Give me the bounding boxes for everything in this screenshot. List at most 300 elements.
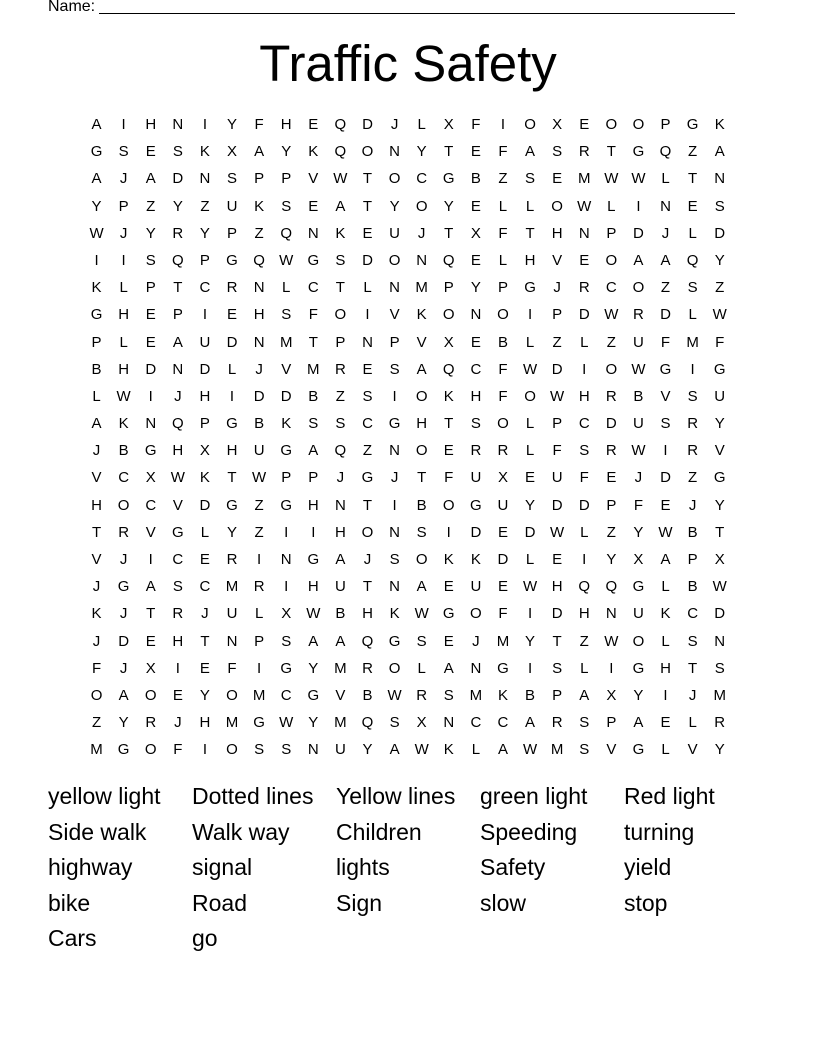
grid-letter: L: [254, 605, 264, 623]
grid-letter: X: [443, 116, 454, 133]
grid-letter: K: [281, 415, 292, 433]
grid-letter: F: [471, 116, 481, 133]
grid-letter: R: [118, 523, 130, 541]
grid-letter: O: [117, 496, 130, 514]
grid-letter: S: [172, 578, 183, 596]
grid-letter: I: [202, 116, 207, 133]
grid-letter: Q: [334, 442, 347, 460]
grid-letter: V: [660, 387, 671, 405]
grid-letter: G: [280, 442, 293, 460]
grid-letter: W: [604, 170, 619, 188]
grid-letter: K: [443, 741, 454, 759]
grid-letter: O: [415, 387, 428, 405]
grid-letter: W: [604, 306, 619, 324]
grid-letter: S: [254, 741, 265, 759]
grid-letter: G: [713, 469, 726, 487]
grid-letter: Y: [145, 224, 156, 242]
grid-letter: R: [253, 578, 265, 596]
grid-letter: T: [606, 143, 616, 161]
grid-letter: A: [416, 360, 427, 378]
grid-letter: H: [199, 387, 211, 405]
word-list-item: Cars: [48, 925, 97, 951]
grid-letter: Y: [714, 741, 725, 759]
grid-row: [83, 468, 743, 495]
grid-letter: G: [307, 251, 320, 269]
grid-letter: J: [363, 551, 372, 568]
grid-letter: O: [361, 143, 374, 161]
grid-letter: Q: [686, 251, 699, 269]
grid-letter: D: [497, 551, 509, 568]
grid-letter: C: [605, 279, 617, 297]
grid-letter: T: [362, 197, 373, 215]
grid-letter: S: [281, 632, 292, 650]
grid-letter: G: [632, 578, 645, 596]
grid-letter: F: [444, 469, 454, 487]
grid-letter: I: [582, 551, 587, 568]
grid-letter: N: [172, 116, 184, 133]
grid-letter: H: [551, 224, 563, 242]
grid-letter: H: [470, 387, 482, 405]
grid-letter: Z: [146, 197, 156, 215]
grid-letter: G: [361, 469, 374, 487]
grid-letter: R: [470, 442, 482, 460]
grid-letter: D: [199, 360, 211, 378]
grid-letter: X: [145, 659, 156, 677]
grid-letter: X: [552, 116, 563, 133]
grid-letter: B: [525, 686, 536, 704]
grid-letter: P: [308, 469, 319, 487]
grid-letter: E: [579, 251, 590, 269]
grid-letter: L: [282, 279, 291, 297]
grid-letter: N: [145, 415, 157, 433]
grid-letter: D: [605, 415, 617, 433]
grid-letter: S: [552, 143, 563, 161]
grid-letter: F: [579, 469, 589, 487]
grid-letter: N: [253, 333, 265, 351]
word-list-item: Road: [192, 889, 247, 916]
grid-letter: F: [227, 659, 237, 677]
grid-letter: S: [714, 659, 725, 677]
grid-letter: R: [226, 279, 238, 297]
grid-letter: F: [308, 306, 318, 324]
grid-letter: Q: [361, 714, 374, 732]
grid-letter: P: [281, 170, 292, 188]
grid-letter: P: [660, 116, 671, 133]
grid-letter: L: [119, 279, 128, 297]
grid-letter: L: [661, 632, 670, 650]
grid-letter: C: [687, 605, 699, 623]
grid-letter: S: [145, 251, 156, 269]
grid-letter: R: [633, 306, 644, 324]
word-list-item: turning: [624, 818, 695, 845]
grid-letter: N: [470, 659, 482, 677]
grid-letter: R: [172, 605, 184, 623]
grid-letter: S: [227, 170, 238, 188]
grid-letter: J: [390, 469, 399, 487]
grid-letter: U: [633, 415, 644, 433]
grid-letter: C: [307, 279, 319, 297]
grid-letter: M: [550, 741, 564, 759]
grid-letter: V: [91, 469, 102, 487]
grid-letter: O: [551, 197, 563, 215]
grid-letter: L: [525, 197, 535, 215]
grid-letter: H: [660, 659, 671, 677]
grid-letter: Y: [308, 714, 319, 732]
grid-letter: F: [498, 387, 508, 405]
grid-row: [83, 632, 743, 659]
grid-letter: X: [714, 551, 725, 568]
grid-letter: T: [444, 143, 454, 161]
grid-letter: A: [443, 659, 454, 677]
grid-letter: Y: [91, 197, 102, 215]
word-list-item: Side walk: [48, 818, 147, 845]
grid-letter: J: [634, 469, 643, 487]
grid-letter: O: [605, 360, 618, 378]
grid-letter: D: [578, 496, 590, 514]
grid-letter: K: [443, 387, 454, 405]
grid-letter: U: [334, 578, 346, 596]
grid-letter: Z: [552, 333, 562, 351]
grid-letter: R: [551, 714, 563, 732]
grid-letter: V: [335, 686, 346, 704]
grid-row: [83, 659, 743, 686]
grid-letter: S: [389, 360, 400, 378]
grid-letter: H: [334, 523, 346, 541]
grid-letter: E: [308, 197, 319, 215]
grid-letter: D: [280, 387, 292, 405]
grid-row: [83, 387, 743, 414]
grid-letter: S: [525, 170, 536, 188]
grid-letter: Z: [200, 197, 210, 215]
grid-letter: Y: [525, 496, 536, 514]
grid-letter: N: [416, 251, 428, 269]
grid-letter: R: [145, 714, 157, 732]
grid-letter: W: [279, 714, 294, 732]
grid-letter: W: [306, 605, 321, 623]
grid-letter: R: [497, 442, 509, 460]
grid-letter: L: [471, 741, 481, 759]
grid-letter: O: [415, 442, 428, 460]
grid-letter: A: [525, 714, 536, 732]
grid-row: [83, 414, 743, 441]
grid-letter: P: [199, 415, 210, 433]
grid-letter: I: [202, 741, 207, 759]
grid-letter: B: [362, 686, 373, 704]
grid-letter: E: [443, 578, 454, 596]
grid-letter: T: [173, 279, 183, 297]
grid-letter: Y: [308, 659, 319, 677]
grid-letter: E: [687, 197, 698, 215]
grid-letter: W: [658, 523, 673, 541]
grid-letter: L: [580, 523, 589, 541]
grid-letter: R: [578, 143, 590, 161]
grid-letter: T: [688, 170, 698, 188]
grid-letter: D: [714, 605, 726, 623]
grid-letter: V: [606, 741, 617, 759]
name-label: Name:: [48, 0, 96, 15]
grid-letter: M: [577, 170, 591, 188]
grid-letter: U: [551, 469, 563, 487]
grid-letter: W: [89, 224, 104, 242]
grid-letter: T: [362, 496, 373, 514]
word-list-item: signal: [192, 854, 253, 880]
grid-letter: P: [606, 224, 617, 242]
grid-row: [83, 550, 743, 577]
grid-letter: U: [253, 442, 265, 460]
grid-letter: D: [660, 306, 671, 324]
grid-letter: V: [687, 741, 698, 759]
grid-letter: J: [553, 279, 561, 297]
grid-letter: W: [522, 578, 538, 596]
grid-letter: P: [606, 714, 617, 732]
grid-letter: A: [335, 197, 346, 215]
grid-letter: Y: [199, 224, 210, 242]
grid-letter: N: [605, 605, 617, 623]
grid-letter: C: [145, 496, 157, 514]
grid-letter: M: [90, 741, 103, 759]
grid-letter: G: [388, 415, 401, 433]
grid-letter: L: [92, 387, 101, 405]
grid-letter: J: [92, 632, 101, 650]
grid-letter: T: [146, 605, 156, 623]
grid-letter: D: [253, 387, 265, 405]
grid-letter: Q: [605, 578, 618, 596]
grid-letter: G: [470, 496, 482, 514]
grid-letter: F: [633, 496, 643, 514]
grid-letter: N: [334, 496, 346, 514]
word-list-item: Sign: [336, 889, 383, 916]
grid-letter: S: [416, 523, 427, 541]
grid-letter: W: [631, 360, 646, 378]
grid-letter: C: [362, 415, 373, 433]
grid-letter: E: [606, 469, 617, 487]
grid-letter: G: [713, 360, 726, 378]
grid-letter: Y: [389, 197, 400, 215]
grid-letter: O: [90, 686, 103, 704]
grid-letter: O: [442, 306, 455, 324]
grid-letter: S: [579, 714, 590, 732]
grid-letter: D: [362, 251, 373, 269]
grid-letter: D: [470, 523, 482, 541]
grid-letter: S: [362, 387, 373, 405]
grid-letter: K: [308, 143, 319, 161]
grid-letter: T: [362, 578, 373, 596]
grid-letter: Q: [280, 224, 293, 242]
grid-letter: Y: [525, 632, 536, 650]
grid-letter: B: [470, 170, 481, 188]
grid-letter: R: [605, 442, 617, 460]
grid-letter: Y: [362, 741, 373, 759]
grid-letter: C: [497, 714, 509, 732]
grid-letter: A: [91, 415, 102, 433]
grid-letter: G: [632, 659, 645, 677]
grid-letter: N: [470, 306, 482, 324]
grid-letter: Y: [633, 523, 644, 541]
grid-letter: K: [335, 224, 346, 242]
grid-letter: P: [606, 496, 617, 514]
grid-letter: E: [145, 143, 156, 161]
grid-letter: H: [578, 605, 590, 623]
grid-letter: O: [415, 551, 428, 568]
grid-row: [83, 740, 743, 767]
grid-letter: E: [443, 442, 454, 460]
grid-letter: B: [633, 387, 644, 405]
grid-letter: I: [365, 306, 370, 324]
grid-letter: Y: [606, 551, 617, 568]
grid-letter: R: [172, 224, 184, 242]
word-list-item: highway: [48, 854, 133, 880]
grid-letter: L: [580, 333, 589, 351]
grid-letter: V: [416, 333, 427, 351]
grid-letter: P: [254, 632, 265, 650]
grid-letter: T: [688, 659, 698, 677]
grid-letter: W: [414, 741, 429, 759]
grid-letter: J: [417, 224, 426, 242]
grid-letter: R: [362, 659, 373, 677]
grid-letter: O: [415, 197, 428, 215]
grid-letter: Q: [334, 143, 347, 161]
grid-letter: I: [500, 116, 506, 133]
grid-letter: E: [470, 197, 481, 215]
grid-letter: C: [280, 686, 292, 704]
grid-letter: A: [118, 686, 129, 704]
grid-letter: N: [389, 523, 400, 541]
grid-letter: N: [714, 632, 726, 650]
grid-letter: L: [525, 333, 535, 351]
grid-letter: G: [497, 659, 509, 677]
grid-letter: E: [497, 523, 508, 541]
grid-letter: W: [577, 197, 592, 215]
grid-letter: A: [335, 632, 346, 650]
grid-letter: L: [688, 714, 697, 732]
grid-letter: E: [145, 306, 156, 324]
grid-letter: E: [470, 143, 481, 161]
grid-letter: P: [227, 224, 238, 242]
grid-letter: T: [444, 415, 454, 433]
grid-letter: O: [497, 415, 509, 433]
grid-letter: F: [498, 360, 508, 378]
grid-letter: W: [333, 170, 348, 188]
grid-letter: W: [604, 632, 619, 650]
grid-letter: G: [280, 659, 293, 677]
grid-letter: U: [334, 741, 346, 759]
grid-letter: T: [444, 224, 454, 242]
grid-letter: J: [201, 605, 209, 623]
grid-letter: D: [551, 496, 563, 514]
grid-letter: Z: [498, 170, 508, 188]
grid-letter: N: [253, 279, 265, 297]
grid-letter: O: [524, 116, 536, 133]
grid-letter: G: [686, 116, 699, 133]
grid-letter: U: [714, 387, 726, 405]
grid-letter: N: [307, 741, 319, 759]
grid-letter: H: [551, 578, 563, 596]
grid-letter: W: [522, 741, 538, 759]
name-underline: [99, 0, 735, 14]
grid-letter: J: [688, 496, 697, 514]
grid-letter: L: [688, 224, 697, 242]
grid-letter: T: [362, 170, 373, 188]
grid-letter: H: [172, 442, 184, 460]
grid-letter: K: [443, 551, 454, 568]
grid-letter: L: [661, 170, 670, 188]
grid-letter: L: [200, 523, 210, 541]
grid-letter: L: [119, 333, 128, 351]
grid-letter: K: [660, 605, 671, 623]
grid-letter: B: [118, 442, 129, 460]
grid-letter: P: [552, 686, 563, 704]
grid-letter: N: [226, 632, 238, 650]
grid-letter: B: [687, 523, 698, 541]
grid-letter: M: [334, 659, 347, 677]
grid-letter: D: [524, 523, 536, 541]
grid-letter: K: [91, 279, 102, 297]
grid-letter: P: [172, 306, 183, 324]
grid-letter: Y: [416, 143, 427, 161]
grid-letter: R: [416, 686, 428, 704]
grid-letter: I: [284, 523, 289, 541]
grid-letter: K: [199, 143, 210, 161]
grid-letter: E: [172, 686, 183, 704]
grid-letter: R: [578, 279, 590, 297]
grid-letter: S: [470, 415, 481, 433]
grid-letter: M: [225, 714, 239, 732]
grid-letter: D: [578, 306, 590, 324]
grid-row: [83, 197, 743, 224]
word-search-grid: [83, 115, 743, 768]
word-list-item: Red light: [624, 783, 715, 809]
grid-letter: M: [713, 686, 726, 704]
grid-letter: S: [281, 741, 292, 759]
grid-letter: K: [497, 686, 508, 704]
grid-letter: F: [715, 333, 725, 351]
grid-letter: U: [226, 197, 238, 215]
grid-letter: D: [362, 116, 373, 133]
word-list-item: Speeding: [480, 818, 578, 845]
grid-letter: T: [200, 632, 210, 650]
grid-letter: S: [579, 442, 590, 460]
grid-letter: R: [687, 415, 699, 433]
grid-letter: B: [91, 360, 102, 378]
grid-letter: B: [497, 333, 508, 351]
grid-letter: I: [392, 496, 397, 514]
grid-letter: G: [144, 442, 157, 460]
grid-row: [83, 441, 743, 468]
grid-letter: L: [417, 116, 426, 133]
grid-letter: V: [308, 170, 319, 188]
grid-letter: G: [253, 714, 265, 732]
grid-letter: P: [552, 306, 563, 324]
grid-letter: G: [171, 523, 184, 541]
word-list-item: slow: [480, 889, 527, 916]
grid-letter: L: [525, 415, 535, 433]
grid-letter: I: [94, 251, 99, 269]
grid-letter: O: [388, 659, 401, 677]
grid-letter: I: [202, 306, 207, 324]
grid-letter: H: [118, 360, 130, 378]
grid-letter: M: [279, 333, 293, 351]
grid-letter: E: [660, 496, 671, 514]
grid-letter: S: [118, 143, 129, 161]
grid-letter: Q: [659, 143, 672, 161]
grid-letter: T: [525, 224, 535, 242]
grid-letter: H: [199, 714, 211, 732]
grid-letter: C: [118, 469, 130, 487]
grid-letter: O: [632, 116, 645, 133]
grid-letter: Z: [362, 442, 373, 460]
grid-letter: Q: [442, 360, 455, 378]
grid-letter: L: [498, 197, 508, 215]
